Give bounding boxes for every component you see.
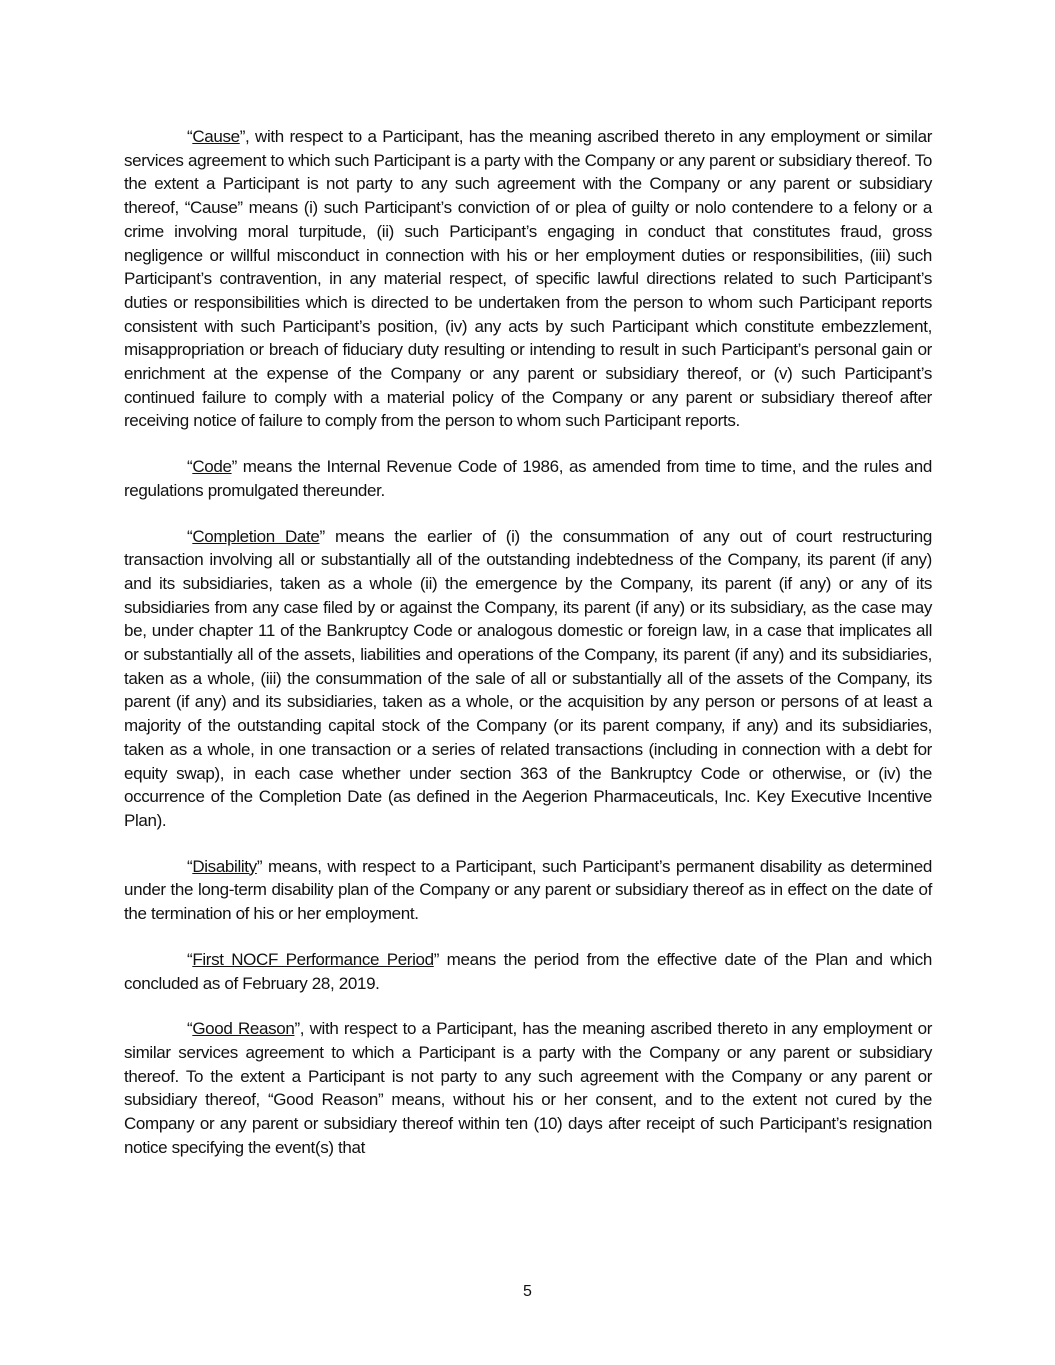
close-quote: ” [294,1019,300,1039]
close-quote: ” [239,127,246,146]
open-quote: “ [187,457,193,477]
document-page [124,125,932,1181]
open-quote: “ [187,949,193,969]
definition-text: , with respect to a Participant, has the meaning ascribed thereto in any employment or similar services agreement to which such Participant is a party with the Company or any parent or subsidiary thereof. To the extent a Participant is not party to any such agreement with the Company or any parent or subsidiary thereof, “Cause” means (i) such Participant’s conviction of or plea of guilty or nolo contendere to a felony or a crime involving moral turpitude, (ii) such Participant’s engaging in conduct that constitutes fraud, gross negligence or willful misconduct in connection with his or her employment duties or responsibilities, (iii) such Participant’s contravention, in any material respect, of specific lawful directions related to such Participant’s duties or responsibilities which is directed to be undertaken from the person to whom such Participant reports consistent with such Participant’s position, (iv) any acts by such Participant which constitute embezzlement, misappropriation or breach of fiduciary duty resulting or intending to result in such Participant’s personal gain or enrichment at the expense of the Company or any parent or subsidiary thereof, or (v) such Participant’s continued failure to comply with a material policy of the Company or any parent or subsidiary thereof after receiving notice of failure to comply from the person to whom such Participant reports. [124,127,932,431]
definition-good-reason [124,1017,932,1159]
close-quote: ” [433,949,440,969]
close-quote: ” [231,457,237,477]
defined-term: First NOCF Performance Period [192,949,434,969]
close-quote: ” [319,526,325,546]
definition-text: means, with respect to a Participant, such Participant’s permanent disability as determined under the long-term disability plan of the Company or any parent or subsidiary thereof as in effect on the date of the termination of his or her employment. [124,856,932,924]
definition-first-nocf-performance-period [124,948,932,995]
definition-disability [124,855,932,926]
defined-term: Code [192,457,232,477]
page-number: 5 [523,1283,532,1300]
open-quote: “ [187,856,193,876]
close-quote: ” [256,856,263,876]
definition-text: means the Internal Revenue Code of 1986, as amended from time to time, and the rules and regulations promulgated thereunder. [124,457,932,500]
open-quote: “ [187,127,193,146]
definition-cause [124,125,932,433]
definition-text: , with respect to a Participant, has the meaning ascribed thereto in any employment or similar services agreement to which a Participant is a party with the Company or any parent or subsidiary thereof. To the extent a Participant is not party to any such agreement with the Company or any parent or subsidiary thereof, “Good Reason” means, without his or her consent, and to the extent not cured by the Company or any parent or subsidiary thereof within ten (10) days after receipt of such Participant’s resignation notice specifying the event(s) that [124,1019,933,1157]
defined-term: Completion Date [192,526,320,546]
defined-term: Disability [192,856,257,876]
open-quote: “ [187,526,193,546]
definition-text: means the earlier of (i) the consummation of any out of court restructuring transaction involving all or substantially all of the outstanding indebtedness of the Company, its parent (if any) and its subsidiaries, taken as a whole (ii) the emergence by the Company, its parent (if any) or any of its subsidiaries from any case filed by or against the Company, its parent (if any) or its subsidiary, as the case may be, under chapter 11 of the Bankruptcy Code or analogous domestic or foreign law, in a case that implicates all or substantially all of the assets, liabilities and operations of the Company, its parent (if any) and its subsidiaries, taken as a whole, (iii) the consummation of the sale of all or substantially all of the assets of the Company, its parent (if any) and its subsidiaries, taken as a whole, or the acquisition by any person or persons of at least a majority of the outstanding capital stock of the Company (or its parent company, if any) and its subsidiaries, taken as a whole, in one transaction or a series of related transactions (including in connection with a debt for equity swap), in each case whether under section 363 of the Bankruptcy Code or otherwise, or (iv) the occurrence of the Completion Date (as defined in the Aegerion Pharmaceuticals, Inc. Key Executive Incentive Plan). [124,526,932,830]
open-quote: “ [187,1019,193,1039]
defined-term: Good Reason [192,1019,295,1039]
definition-completion-date [124,525,932,833]
defined-term: Cause [192,127,240,146]
definition-text: means the period from the effective date of the Plan and which concluded as of February 28, 2019. [124,949,932,993]
definition-code [124,455,932,502]
